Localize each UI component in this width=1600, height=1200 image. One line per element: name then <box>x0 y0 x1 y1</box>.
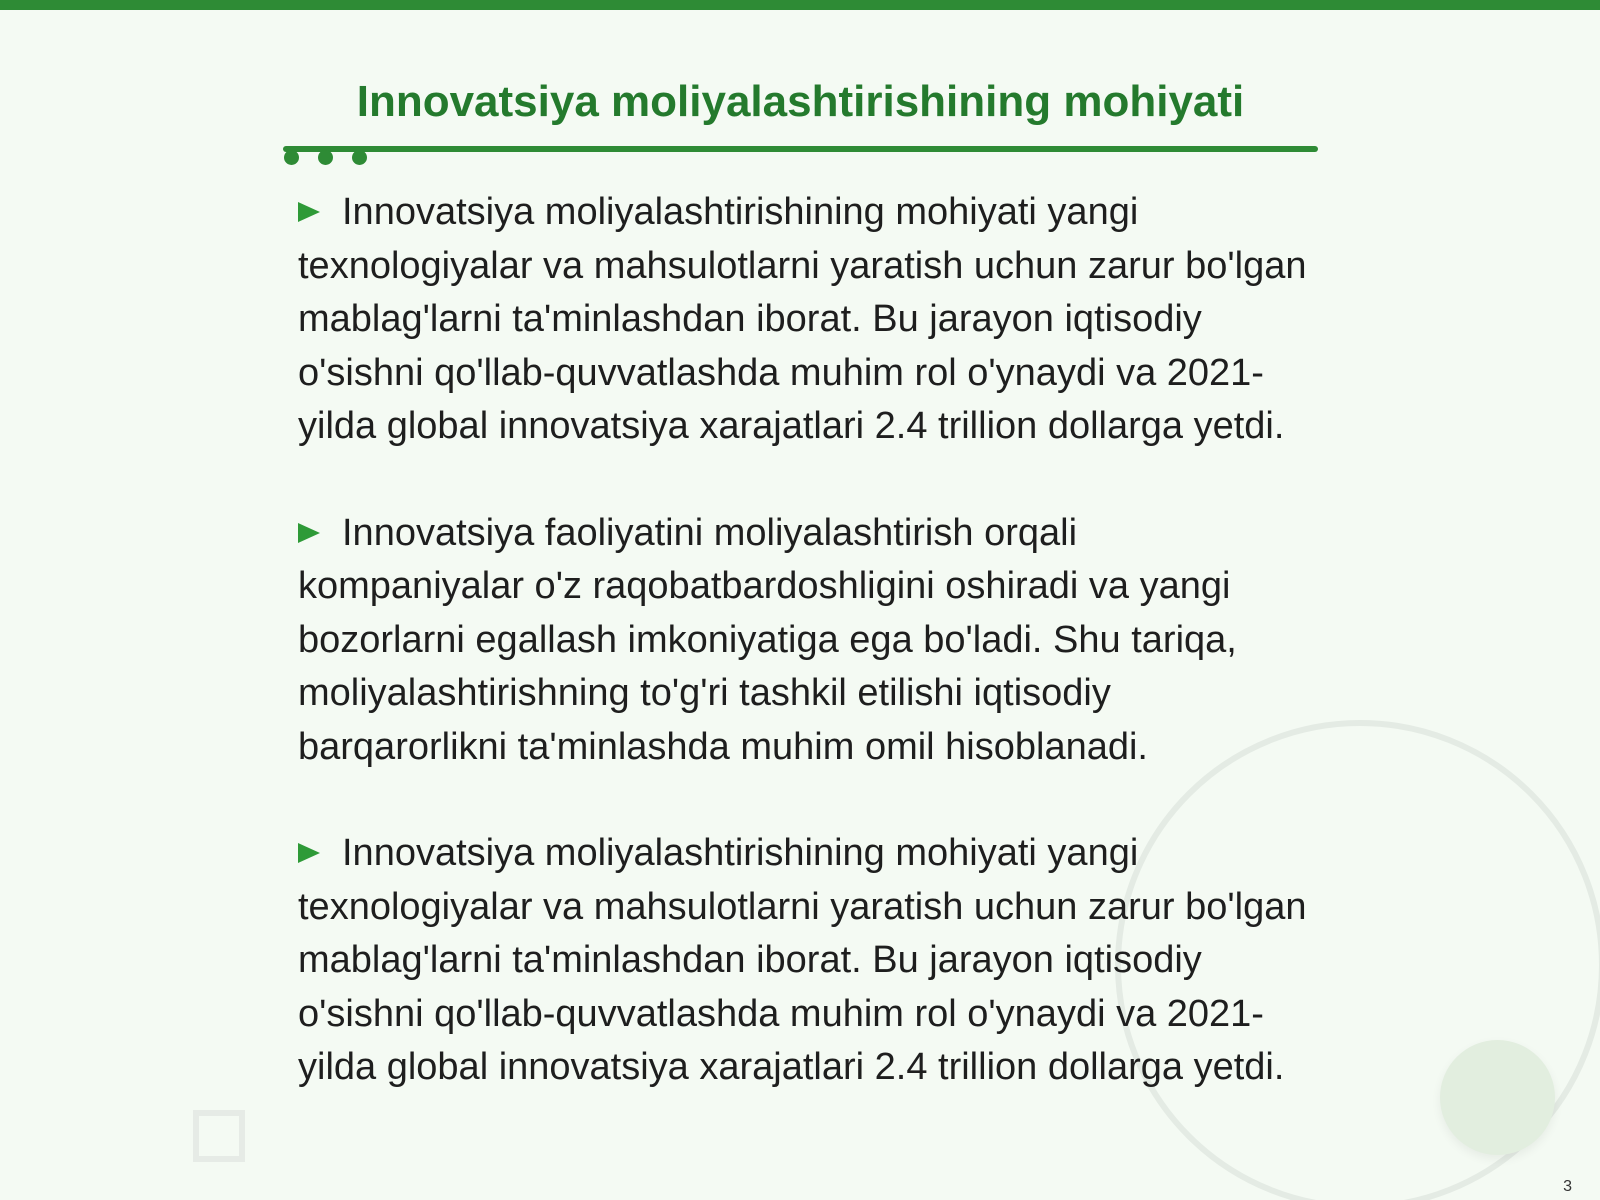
title-dot-1 <box>284 150 299 165</box>
bullet-paragraph-3 <box>298 827 1308 1095</box>
title-underline <box>283 146 1318 152</box>
bullet-text-1: Innovatsiya moliyalashtirishining mohiyati yangi texnologiyalar va mahsulotlarni yaratish uchun zarur bo'lgan mablag'larni ta'minlashdan iborat. Bu jarayon iqtisodiy o'sishni qo'llab-quvvatlashda muhim rol o'ynaydi va 2021-yilda global innovatsiya xarajatlari 2.4 trillion dollarga yetdi. <box>298 191 1307 447</box>
triangle-right-icon <box>298 202 320 222</box>
top-accent-bar <box>0 0 1600 10</box>
bullet-paragraph-1 <box>298 186 1308 454</box>
page-number: 3 <box>1563 1178 1572 1195</box>
triangle-right-icon <box>298 843 320 863</box>
decorative-square <box>193 1110 245 1162</box>
title-dot-3 <box>352 150 367 165</box>
decorative-circle <box>1440 1040 1555 1155</box>
bullet-paragraph-2 <box>298 507 1308 775</box>
slide-title: Innovatsiya moliyalashtirishining mohiyati <box>356 77 1245 126</box>
title-dot-2 <box>318 150 333 165</box>
bullet-text-3: Innovatsiya moliyalashtirishining mohiyati yangi texnologiyalar va mahsulotlarni yaratish uchun zarur bo'lgan mablag'larni ta'minlashdan iborat. Bu jarayon iqtisodiy o'sishni qo'llab-quvvatlashda muhim rol o'ynaydi va 2021-yilda global innovatsiya xarajatlari 2.4 trillion dollarga yetdi. <box>298 832 1307 1088</box>
triangle-right-icon <box>298 523 320 543</box>
bullet-list <box>298 186 1308 1148</box>
bullet-text-2: Innovatsiya faoliyatini moliyalashtirish orqali kompaniyalar o'z raqobatbardoshligini oshiradi va yangi bozorlarni egallash imkoniyatiga ega bo'ladi. Shu tariqa, moliyalashtirishning to'g'ri tashkil etilishi iqtisodiy barqarorlikni ta'minlashda muhim omil hisoblanadi. <box>298 511 1237 768</box>
